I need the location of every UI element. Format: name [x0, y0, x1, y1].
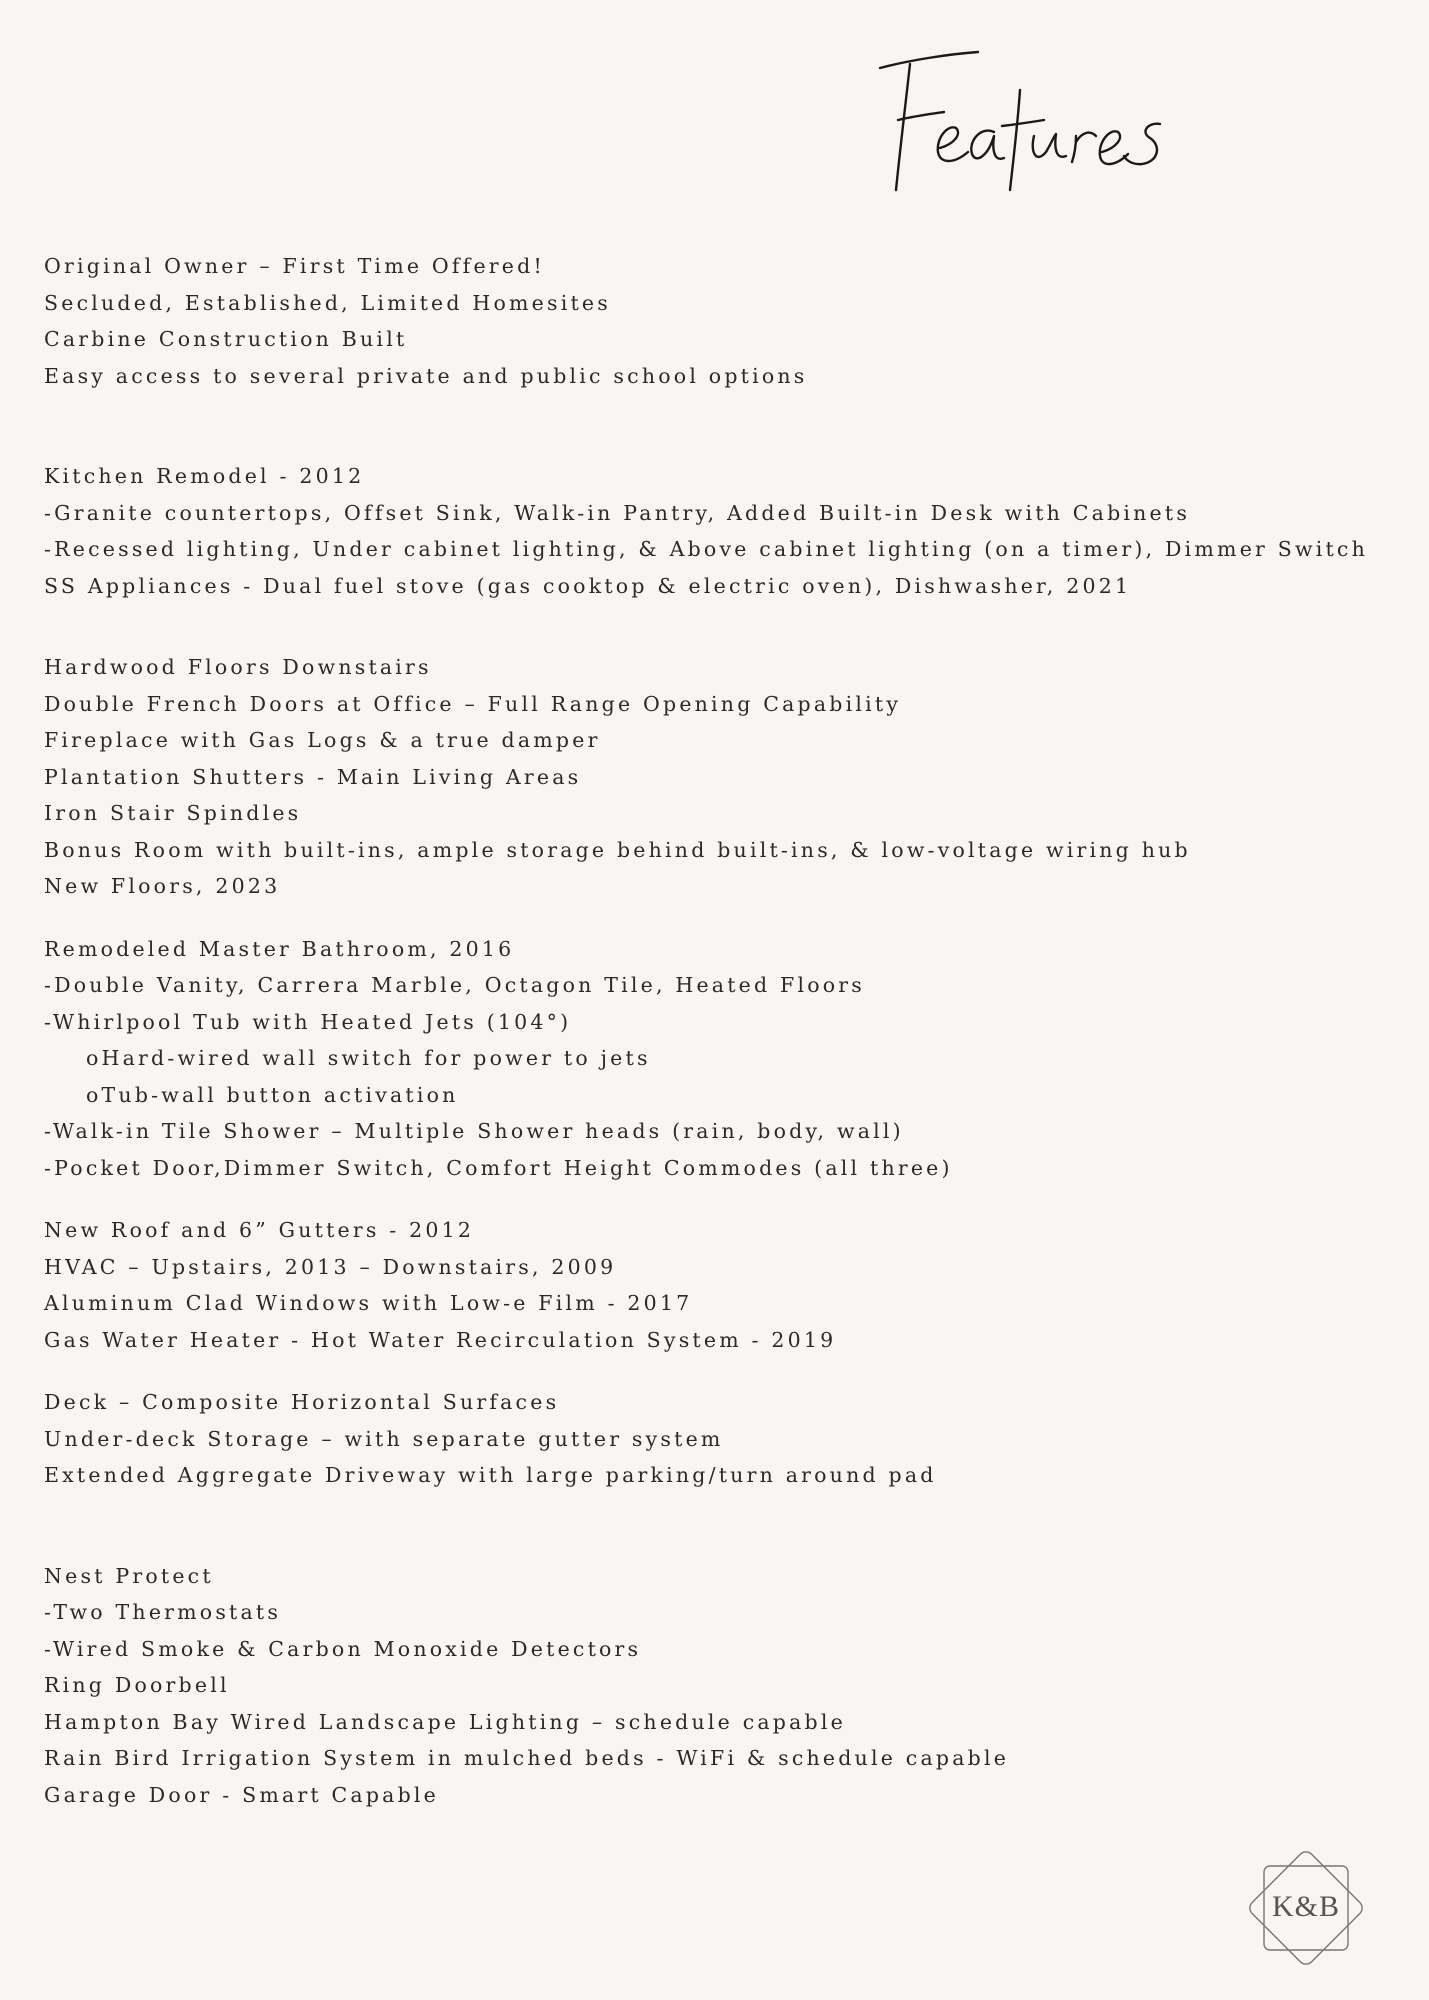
list-item: -Wired Smoke & Carbon Monoxide Detectors [44, 1636, 642, 1661]
list-item: Fireplace with Gas Logs & a true damper [44, 728, 601, 752]
list-item: Bonus Room with built-ins, ample storage behind built-ins, & low-voltage wiring hub [44, 837, 1191, 862]
list-item: Hardwood Floors Downstairs [44, 655, 432, 679]
list-item: Hampton Bay Wired Landscape Lighting – schedule capable [44, 1709, 846, 1734]
sub-list-item: oHard-wired wall switch for power to jets [86, 1046, 651, 1070]
features-title [870, 40, 1210, 210]
list-item: New Roof and 6” Gutters - 2012 [44, 1218, 475, 1242]
list-item: Garage Door - Smart Capable [44, 1782, 439, 1807]
list-item: Original Owner – First Time Offered! [44, 254, 545, 278]
list-item: Carbine Construction Built [44, 327, 408, 351]
list-item: Deck – Composite Horizontal Surfaces [44, 1390, 560, 1414]
list-item: Extended Aggregate Driveway with large parking/turn around pad [44, 1463, 937, 1487]
list-item: -Pocket Door,Dimmer Switch, Comfort Height Commodes (all three) [44, 1155, 953, 1180]
list-item: -Granite countertops, Offset Sink, Walk-in Pantry, Added Built-in Desk with Cabinets [44, 500, 1191, 525]
list-item: -Double Vanity, Carrera Marble, Octagon Tile, Heated Floors [44, 973, 866, 997]
list-item: HVAC – Upstairs, 2013 – Downstairs, 2009 [44, 1254, 617, 1279]
list-item: Aluminum Clad Windows with Low-e Film - 2017 [44, 1291, 693, 1315]
list-item: Ring Doorbell [44, 1673, 230, 1697]
section-heading: Remodeled Master Bathroom, 2016 [44, 936, 515, 961]
list-item: -Whirlpool Tub with Heated Jets (104°) [44, 1009, 572, 1034]
monogram-logo-text: K&B [1271, 1890, 1340, 1923]
list-item: -Walk-in Tile Shower – Multiple Shower heads (rain, body, wall) [44, 1119, 904, 1143]
list-item: Easy access to several private and public school options [44, 363, 808, 388]
section-heading: Kitchen Remodel - 2012 [44, 464, 365, 488]
section-heading: Nest Protect [44, 1563, 214, 1588]
list-item: Iron Stair Spindles [44, 801, 302, 825]
list-item: Gas Water Heater - Hot Water Recirculation System - 2019 [44, 1327, 837, 1352]
list-item: New Floors, 2023 [44, 874, 281, 898]
list-item: Double French Doors at Office – Full Range Opening Capability [44, 691, 902, 716]
list-item: Rain Bird Irrigation System in mulched beds - WiFi & schedule capable [44, 1746, 1010, 1770]
sub-list-item: oTub-wall button activation [86, 1082, 459, 1107]
list-item: -Recessed lighting, Under cabinet lighting, & Above cabinet lighting (on a timer), Dimmer Switch [44, 537, 1369, 561]
list-item: Secluded, Established, Limited Homesites [44, 290, 611, 315]
list-item: SS Appliances - Dual fuel stove (gas cooktop & electric oven), Dishwasher, 2021 [44, 573, 1132, 598]
list-item: Under-deck Storage – with separate gutter system [44, 1426, 724, 1451]
list-item: -Two Thermostats [44, 1600, 282, 1624]
features-list [44, 248, 1414, 1813]
list-item: Plantation Shutters - Main Living Areas [44, 764, 582, 789]
